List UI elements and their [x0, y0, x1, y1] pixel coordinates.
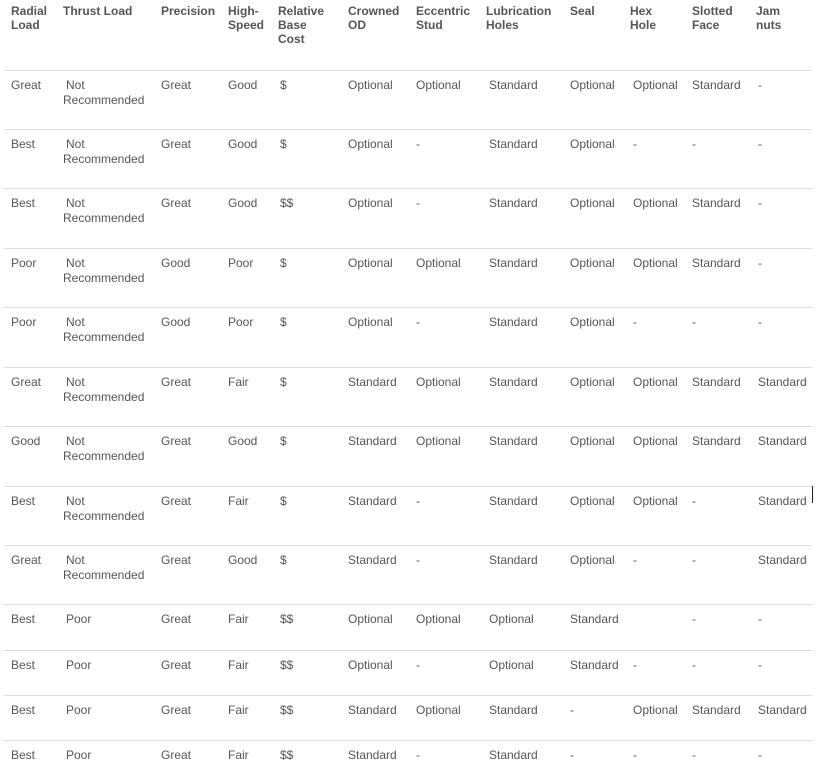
cell-thrust-load: Not Recommended — [63, 434, 145, 463]
cell-seal: Standard — [570, 612, 619, 626]
cell-slotted-face: - — [692, 553, 696, 567]
cell-precision: Good — [161, 256, 191, 270]
cell-high-speed: Fair — [228, 494, 249, 508]
cell-crowned-od: Optional — [348, 658, 393, 672]
cell-lubrication-holes: Standard — [489, 553, 538, 567]
cell-relative-base-cost: $ — [280, 256, 287, 270]
text-cursor — [812, 486, 813, 503]
table-row — [4, 71, 812, 130]
cell-hex-hole: Optional — [633, 434, 678, 448]
cell-jam-nuts: - — [758, 612, 762, 626]
cell-thrust-load: Not Recommended — [63, 553, 145, 582]
cell-slotted-face: Standard — [692, 434, 741, 448]
cell-hex-hole: - — [633, 748, 637, 762]
cell-relative-base-cost: $ — [280, 137, 287, 151]
cell-relative-base-cost: $ — [280, 315, 287, 329]
cell-crowned-od: Optional — [348, 612, 393, 626]
cell-lubrication-holes: Standard — [489, 78, 538, 92]
cell-precision: Great — [161, 137, 192, 151]
cell-slotted-face: Standard — [692, 256, 741, 270]
cell-precision: Good — [161, 315, 191, 329]
cell-high-speed: Good — [228, 137, 258, 151]
cell-radial-load: Best — [11, 748, 36, 762]
cell-hex-hole: - — [633, 315, 637, 329]
cell-precision: Great — [161, 658, 192, 672]
cell-crowned-od: Optional — [348, 137, 393, 151]
cell-precision: Great — [161, 553, 192, 567]
cell-eccentric-stud: - — [416, 553, 420, 567]
cell-crowned-od: Standard — [348, 375, 397, 389]
cell-relative-base-cost: $ — [280, 553, 287, 567]
cell-slotted-face: - — [692, 612, 696, 626]
cell-high-speed: Good — [228, 78, 258, 92]
cell-precision: Great — [161, 748, 192, 762]
cell-eccentric-stud: Optional — [416, 434, 461, 448]
cell-crowned-od: Standard — [348, 703, 397, 717]
cell-radial-load: Poor — [11, 315, 37, 329]
cell-high-speed: Good — [228, 196, 258, 210]
cell-high-speed: Fair — [228, 703, 249, 717]
cell-precision: Great — [161, 494, 192, 508]
cell-hex-hole: - — [633, 658, 637, 672]
cell-hex-hole: Optional — [633, 78, 678, 92]
cell-crowned-od: Standard — [348, 748, 397, 762]
cell-radial-load: Best — [11, 658, 36, 672]
cell-thrust-load: Not Recommended — [63, 494, 145, 523]
cell-hex-hole: Optional — [633, 196, 678, 210]
cell-lubrication-holes: Optional — [489, 658, 534, 672]
cell-jam-nuts: Standard — [758, 375, 807, 389]
table-row — [4, 741, 812, 771]
table-row — [4, 308, 812, 368]
cell-slotted-face: Standard — [692, 375, 741, 389]
cell-eccentric-stud: Optional — [416, 256, 461, 270]
cell-lubrication-holes: Standard — [489, 434, 538, 448]
cell-thrust-load: Not Recommended — [63, 196, 145, 225]
cell-eccentric-stud: Optional — [416, 78, 461, 92]
cell-crowned-od: Standard — [348, 553, 397, 567]
cell-radial-load: Poor — [11, 256, 37, 270]
cell-eccentric-stud: Optional — [416, 703, 461, 717]
cell-high-speed: Fair — [228, 375, 249, 389]
cell-high-speed: Fair — [228, 748, 249, 762]
cell-seal: Standard — [570, 658, 619, 672]
cell-seal: Optional — [570, 553, 615, 567]
cell-jam-nuts: - — [758, 315, 762, 329]
table-header-row — [4, 0, 812, 71]
cell-relative-base-cost: $ — [280, 494, 287, 508]
cell-eccentric-stud: Optional — [416, 375, 461, 389]
cell-eccentric-stud: - — [416, 494, 420, 508]
cell-slotted-face: Standard — [692, 78, 741, 92]
cell-high-speed: Fair — [228, 658, 249, 672]
header-lubrication-holes: Lubrication Holes — [486, 4, 552, 32]
header-precision: Precision — [161, 4, 216, 18]
cell-hex-hole: Optional — [633, 375, 678, 389]
cell-seal: Optional — [570, 315, 615, 329]
table-row — [4, 605, 812, 651]
cell-seal: Optional — [570, 434, 615, 448]
cell-high-speed: Good — [228, 553, 258, 567]
header-slotted-face: Slotted Face — [692, 4, 733, 32]
cell-precision: Great — [161, 434, 192, 448]
cell-precision: Great — [161, 612, 192, 626]
header-radial-load: Radial Load — [11, 4, 48, 32]
cell-hex-hole: Optional — [633, 703, 678, 717]
table-row — [4, 249, 812, 308]
cell-eccentric-stud: - — [416, 748, 420, 762]
cell-radial-load: Best — [11, 703, 36, 717]
cell-radial-load: Best — [11, 494, 36, 508]
cell-high-speed: Good — [228, 434, 258, 448]
cell-radial-load: Great — [11, 375, 42, 389]
cell-lubrication-holes: Standard — [489, 315, 538, 329]
cell-seal: - — [570, 748, 574, 762]
header-crowned-od: Crowned OD — [348, 4, 400, 32]
cell-jam-nuts: - — [758, 256, 762, 270]
cell-radial-load: Best — [11, 612, 36, 626]
cell-relative-base-cost: $ — [280, 375, 287, 389]
cell-relative-base-cost: $$ — [280, 748, 294, 762]
cell-crowned-od: Standard — [348, 494, 397, 508]
cell-jam-nuts: - — [758, 748, 762, 762]
cell-jam-nuts: - — [758, 196, 762, 210]
cell-thrust-load: Poor — [66, 703, 92, 717]
header-seal: Seal — [570, 4, 595, 18]
cell-radial-load: Best — [11, 137, 36, 151]
table-row — [4, 368, 812, 427]
cell-precision: Great — [161, 78, 192, 92]
cell-eccentric-stud: - — [416, 315, 420, 329]
cell-radial-load: Great — [11, 78, 42, 92]
cell-relative-base-cost: $ — [280, 78, 287, 92]
cell-lubrication-holes: Standard — [489, 494, 538, 508]
cell-lubrication-holes: Standard — [489, 703, 538, 717]
cell-jam-nuts: - — [758, 78, 762, 92]
cell-lubrication-holes: Optional — [489, 612, 534, 626]
cell-hex-hole: - — [633, 137, 637, 151]
cell-thrust-load: Not Recommended — [63, 256, 145, 285]
cell-slotted-face: - — [692, 315, 696, 329]
cell-jam-nuts: - — [758, 137, 762, 151]
cell-high-speed: Poor — [228, 256, 254, 270]
cell-crowned-od: Optional — [348, 196, 393, 210]
table-row — [4, 189, 812, 249]
cell-seal: Optional — [570, 137, 615, 151]
cell-slotted-face: Standard — [692, 703, 741, 717]
cell-lubrication-holes: Standard — [489, 375, 538, 389]
cell-seal: Optional — [570, 196, 615, 210]
cell-jam-nuts: Standard — [758, 703, 807, 717]
cell-seal: Optional — [570, 78, 615, 92]
cell-thrust-load: Poor — [66, 748, 92, 762]
cell-eccentric-stud: - — [416, 137, 420, 151]
cell-seal: - — [570, 703, 574, 717]
cell-thrust-load: Not Recommended — [63, 375, 145, 404]
cell-seal: Optional — [570, 494, 615, 508]
cell-lubrication-holes: Standard — [489, 748, 538, 762]
cell-relative-base-cost: $$ — [280, 612, 294, 626]
cell-crowned-od: Optional — [348, 78, 393, 92]
cell-thrust-load: Not Recommended — [63, 315, 145, 344]
table-row — [4, 487, 812, 546]
cell-hex-hole: Optional — [633, 256, 678, 270]
cell-eccentric-stud: - — [416, 658, 420, 672]
cell-relative-base-cost: $$ — [280, 196, 294, 210]
cell-crowned-od: Standard — [348, 434, 397, 448]
cell-slotted-face: - — [692, 137, 696, 151]
cell-eccentric-stud: - — [416, 196, 420, 210]
table-row — [4, 427, 812, 487]
cell-slotted-face: Standard — [692, 196, 741, 210]
header-hex-hole: Hex Hole — [630, 4, 657, 32]
cell-eccentric-stud: Optional — [416, 612, 461, 626]
cell-hex-hole: - — [633, 553, 637, 567]
cell-precision: Great — [161, 703, 192, 717]
cell-slotted-face: - — [692, 748, 696, 762]
cell-seal: Optional — [570, 256, 615, 270]
cell-slotted-face: - — [692, 658, 696, 672]
cell-thrust-load: Poor — [66, 612, 92, 626]
cell-jam-nuts: Standard — [758, 494, 807, 508]
cell-radial-load: Best — [11, 196, 36, 210]
cell-precision: Great — [161, 375, 192, 389]
cell-jam-nuts: Standard — [758, 434, 807, 448]
header-jam-nuts: Jam nuts — [756, 4, 782, 32]
cell-jam-nuts: Standard — [758, 553, 807, 567]
cell-lubrication-holes: Standard — [489, 196, 538, 210]
table-row — [4, 130, 812, 189]
cell-relative-base-cost: $$ — [280, 658, 294, 672]
table-row — [4, 651, 812, 696]
cell-high-speed: Poor — [228, 315, 254, 329]
cell-thrust-load: Poor — [66, 658, 92, 672]
header-high-speed: High- Speed — [228, 4, 265, 32]
header-relative-base-cost: Relative Base Cost — [278, 4, 325, 46]
cell-seal: Optional — [570, 375, 615, 389]
cell-high-speed: Fair — [228, 612, 249, 626]
cell-crowned-od: Optional — [348, 256, 393, 270]
cell-radial-load: Great — [11, 553, 42, 567]
table-body — [4, 71, 812, 771]
cell-thrust-load: Not Recommended — [63, 78, 145, 107]
cell-radial-load: Good — [11, 434, 41, 448]
cell-thrust-load: Not Recommended — [63, 137, 145, 166]
cell-relative-base-cost: $ — [280, 434, 287, 448]
header-thrust-load: Thrust Load — [63, 4, 133, 18]
cell-lubrication-holes: Standard — [489, 256, 538, 270]
cell-lubrication-holes: Standard — [489, 137, 538, 151]
cell-precision: Great — [161, 196, 192, 210]
cell-slotted-face: - — [692, 494, 696, 508]
table-row — [4, 696, 812, 741]
cell-hex-hole: Optional — [633, 494, 678, 508]
table-row — [4, 546, 812, 605]
cell-jam-nuts: - — [758, 658, 762, 672]
bearing-comparison-table — [4, 0, 812, 771]
cell-relative-base-cost: $$ — [280, 703, 294, 717]
cell-crowned-od: Optional — [348, 315, 393, 329]
header-eccentric-stud: Eccentric Stud — [416, 4, 471, 32]
